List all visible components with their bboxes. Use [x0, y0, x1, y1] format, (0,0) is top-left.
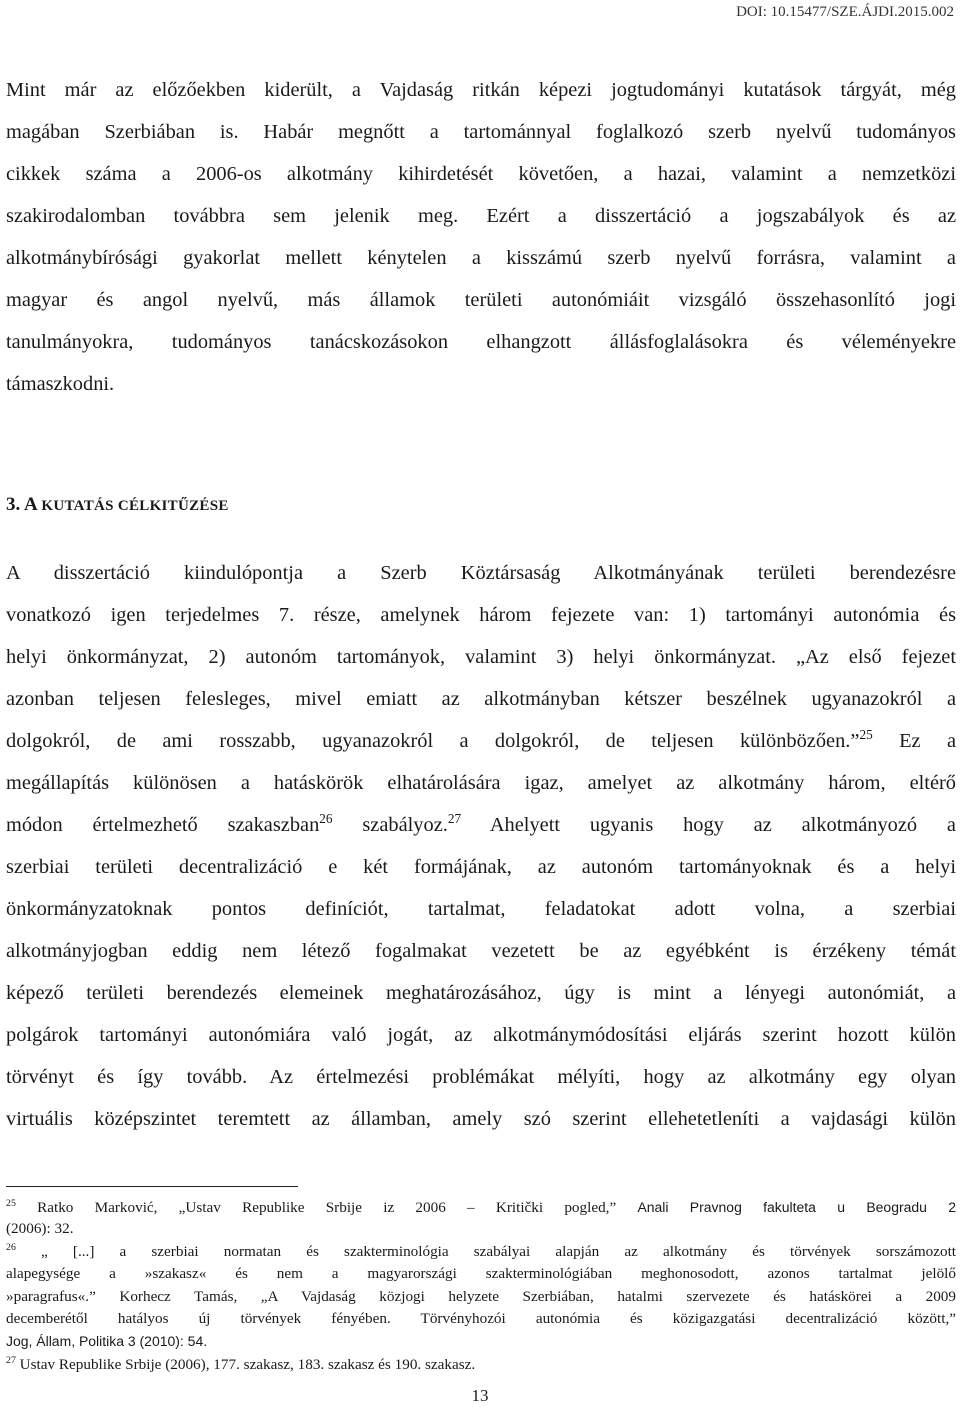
text-segment: Ez a	[899, 730, 956, 752]
footnote-line	[6, 1241, 956, 1263]
journal-name: Anali Pravnog fakulteta u Beogradu 2	[637, 1199, 957, 1215]
text-line	[6, 804, 956, 846]
footnote-line: Jog, Állam, Politika 3 (2010): 54.	[6, 1333, 208, 1350]
section-title: KUTATÁS CÉLKITŰZÉSE	[41, 498, 229, 514]
footnote-26	[6, 1241, 956, 1352]
text-line: helyi önkormányzat, 2) autonóm tartományok, valamint 3) helyi önkormányzat. „Az első fejezet	[6, 646, 956, 668]
footnote-line	[6, 1354, 956, 1376]
text-line: tanulmányokra, tudományos tanácskozásokon elhangzott állásfoglalásokra és véleményekre	[6, 331, 956, 353]
footnote-ref: 26	[319, 811, 333, 827]
text-line: szerbiai területi decentralizáció e két formájának, az autonóm tartományoknak és a helyi	[6, 856, 956, 878]
text-line: magyar és angol nyelvű, más államok területi autonómiáit vizsgáló összehasonlító jogi	[6, 289, 956, 311]
text-line: megállapítás különösen a hatáskörök elhatárolására igaz, amelyet az alkotmány három, eltérő	[6, 772, 956, 794]
footnote-ref: 27	[447, 811, 462, 827]
text-line: magában Szerbiában is. Habár megnőtt a tartománnyal foglalkozó szerb nyelvű tudományos	[6, 121, 956, 143]
footnote-ref: 25	[859, 727, 873, 743]
text-line: vonatkozó igen terjedelmes 7. része, amelynek három fejezete van: 1) tartományi autonómia és	[6, 604, 956, 626]
paragraph-2	[6, 552, 956, 1140]
section-title-initial: A	[23, 494, 37, 515]
text-segment: „ [...] a szerbiai normatan és szakterminológia szabályai alapján az alkotmány és törvények sorszámozott	[41, 1243, 957, 1260]
footnote-number: 27	[6, 1354, 16, 1366]
footnote-number: 25	[6, 1197, 16, 1209]
text-line: cikkek száma a 2006-os alkotmány kihirdetését követően, a hazai, valamint a nemzetközi	[6, 163, 956, 185]
footnote-25	[6, 1196, 956, 1241]
paragraph-1	[6, 69, 956, 405]
text-line: szakirodalomban továbbra sem jelenik meg. Ezért a disszertáció a jogszabályok és az	[6, 205, 956, 227]
text-line: önkormányzatoknak pontos definíciót, tartalmat, feladatokat adott volna, a szerbiai	[6, 898, 956, 920]
text-segment: Ahelyett ugyanis hogy az alkotmányozó a	[489, 814, 956, 836]
footnote-separator	[6, 1186, 298, 1187]
text-line: polgárok tartományi autonómiára való jogát, az alkotmánymódosítási eljárás szerint hozott külön	[6, 1024, 956, 1046]
footnote-number: 26	[6, 1241, 16, 1253]
text-line: támaszkodni.	[6, 373, 115, 395]
text-line: törvényt és így tovább. Az értelmezési problémákat mélyíti, hogy az alkotmány egy olyan	[6, 1066, 956, 1088]
text-line: alkotmánybírósági gyakorlat mellett kénytelen a kisszámú szerb nyelvű forrásra, valamint a	[6, 247, 956, 269]
section-number: 3.	[6, 494, 21, 515]
text-segment: szabályoz.	[362, 814, 448, 836]
text-segment: dolgokról, de ami rosszabb, ugyanazokról a dolgokról, de teljesen különbözően.”	[6, 730, 860, 752]
section-heading	[6, 494, 229, 516]
doi-header: DOI: 10.15477/SZE.ÁJDI.2015.002	[736, 4, 954, 20]
text-line: virtuális középszintet teremtett az államban, amely szó szerint ellehetetleníti a vajdasági külön	[6, 1108, 956, 1130]
text-segment: módon értelmezhető szakaszban	[6, 814, 320, 836]
text-segment: Ratko Marković, „Ustav Republike Srbije iz 2006 – Kritički pogled,”	[37, 1199, 638, 1216]
footnote-line: alapegysége a »szakasz« és nem a magyarországi szakterminológiában meghonosodott, azonos tartalmat jelölő	[6, 1265, 956, 1283]
text-line: azonban teljesen felesleges, mivel emiatt az alkotmányban kétszer beszélnek ugyanazokról a	[6, 688, 956, 710]
text-line: képező területi berendezés elemeinek meghatározásához, úgy is mint a lényegi autonómiát, a	[6, 982, 956, 1004]
page-number: 13	[471, 1386, 489, 1405]
text-segment: Ustav Republike Srbije (2006), 177. szakasz, 183. szakasz és 190. szakasz.	[19, 1356, 476, 1373]
text-line: A disszertáció kiindulópontja a Szerb Köztársaság Alkotmányának területi berendezésre	[6, 562, 956, 584]
text-line: alkotmányjogban eddig nem létező fogalmakat vezetett be az egyébként is érzékeny témát	[6, 940, 956, 962]
footnote-line: »paragrafus«.” Korhecz Tamás, „A Vajdaság közjogi helyzete Szerbiában, hatalmi szervezete és hatáskörei a 2009	[6, 1287, 956, 1305]
footnote-27	[6, 1354, 956, 1376]
footnote-line: decemberétől hatályos új törvények fényében. Törvényhozói autonómia és közigazgatási decentralizáció között,”	[6, 1309, 956, 1327]
footnote-line	[6, 1196, 956, 1218]
footnote-line: (2006): 32.	[6, 1220, 74, 1238]
text-line: Mint már az előzőekben kiderült, a Vajdaság ritkán képezi jogtudományi kutatások tárgyát, még	[6, 79, 956, 101]
text-line	[6, 720, 956, 762]
